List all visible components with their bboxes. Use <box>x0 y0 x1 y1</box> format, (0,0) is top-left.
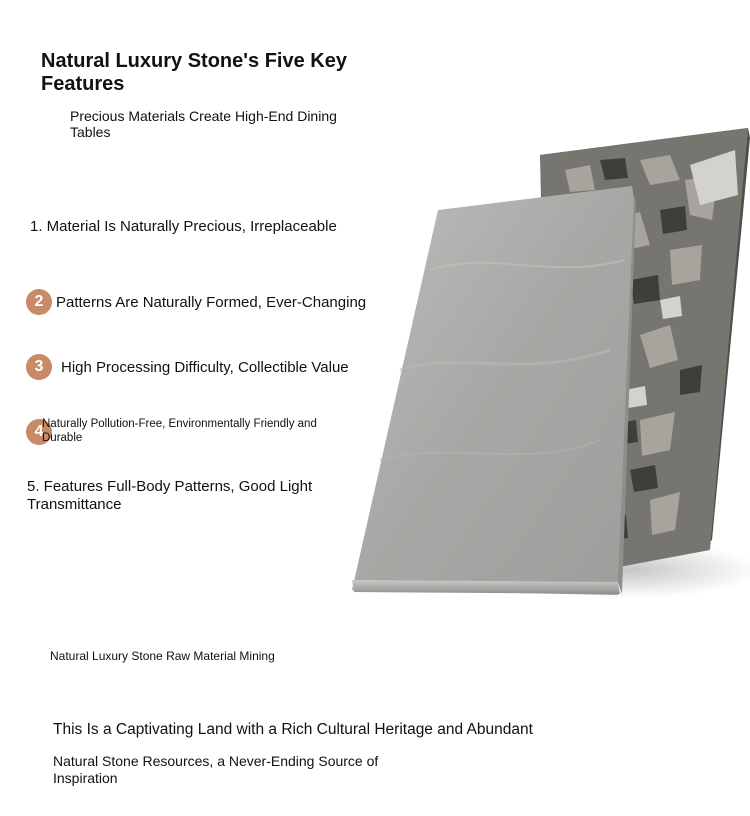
white-marble-slab <box>352 186 636 595</box>
feature-4-text: Naturally Pollution-Free, Environmentally Friendly and Durable <box>42 418 317 444</box>
feature-3-text: High Processing Difficulty, Collectible Value <box>61 358 349 376</box>
page-title: Natural Luxury Stone's Five Key Features <box>41 50 347 95</box>
mining-caption: Natural Luxury Stone Raw Material Mining <box>50 649 275 663</box>
feature-5-text: 5. Features Full-Body Patterns, Good Light Transmittance <box>27 478 313 513</box>
page-subtitle: Precious Materials Create High-End Dining Tables <box>70 108 337 140</box>
number-badge-4: 4 <box>26 419 52 445</box>
stone-slabs-image <box>340 120 750 610</box>
land-description-line-1: This Is a Captivating Land with a Rich Cultural Heritage and Abundant <box>53 721 533 738</box>
land-description-line-2: Natural Stone Resources, a Never-Ending Source of Inspiration <box>53 753 379 786</box>
feature-2 <box>26 289 366 315</box>
number-badge-2: 2 <box>26 289 52 315</box>
feature-1-text: 1. Material Is Naturally Precious, Irreplaceable <box>30 218 337 235</box>
feature-2-text: Patterns Are Naturally Formed, Ever-Changing <box>56 293 367 311</box>
feature-4 <box>26 417 346 447</box>
number-badge-3: 3 <box>26 354 52 380</box>
feature-3 <box>26 354 349 380</box>
